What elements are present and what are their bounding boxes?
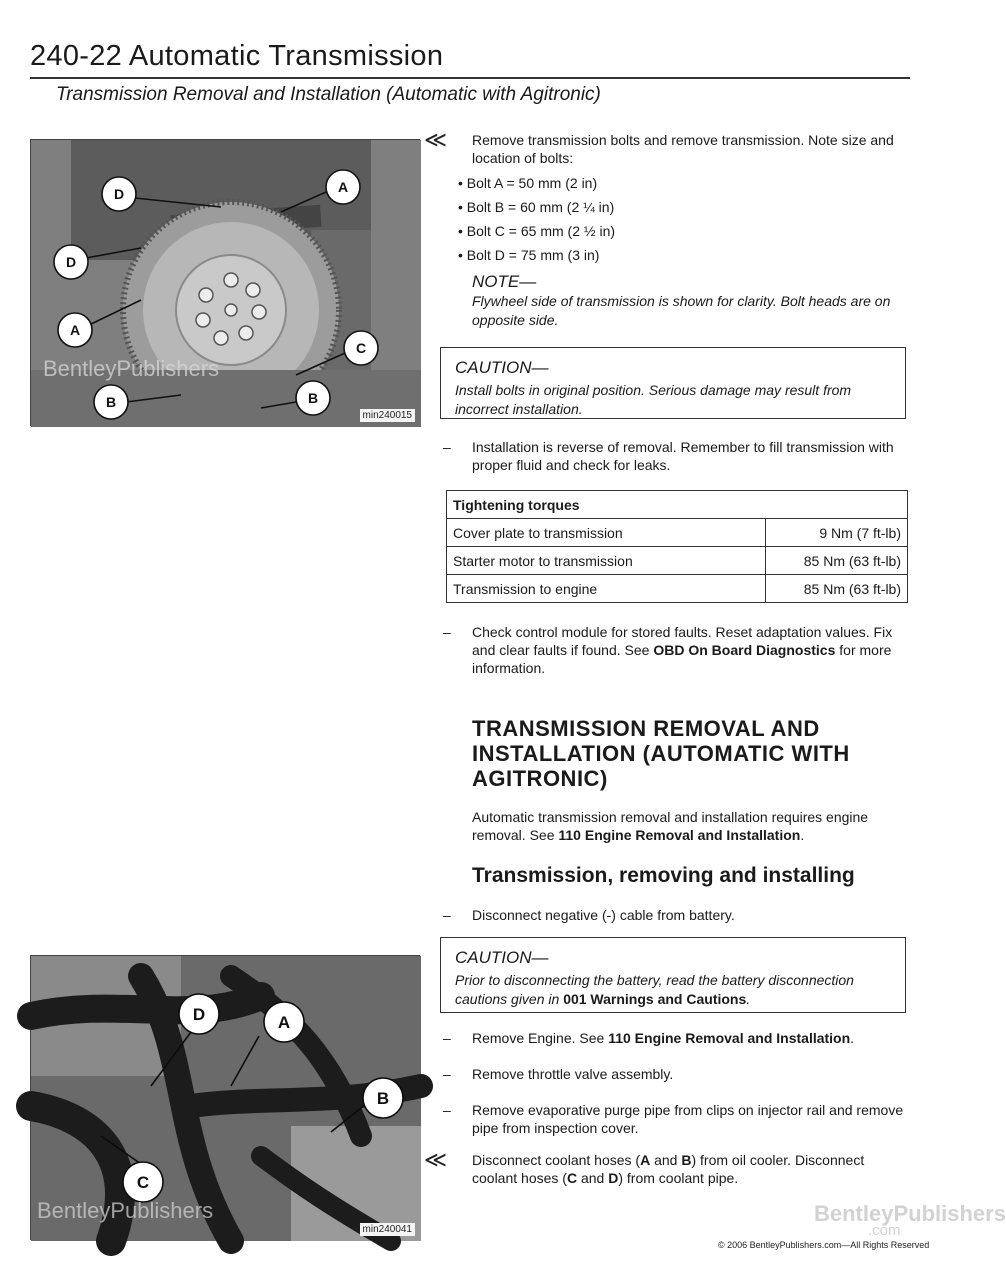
callout-a-upper: A xyxy=(337,179,349,195)
list-item: • Bolt A = 50 mm (2 in) xyxy=(458,175,598,191)
figure-code: min240015 xyxy=(360,409,415,422)
callout-c: C xyxy=(136,1173,150,1192)
figure-flywheel xyxy=(30,139,420,426)
callout-b-right: B xyxy=(307,390,319,406)
figure-code: min240041 xyxy=(360,1223,415,1236)
list-item: • Bolt B = 60 mm (2 ¼ in) xyxy=(458,199,615,215)
step-remove-bolts: Remove transmission bolts and remove transmission. Note size and location of bolts: xyxy=(472,132,894,166)
table-header-row xyxy=(447,491,908,519)
figure-coolant-hoses xyxy=(30,955,420,1240)
table-title: Tightening torques xyxy=(447,491,908,519)
callout-b-left: B xyxy=(105,394,117,410)
page-subtitle: Transmission Removal and Installation (Automatic with Agitronic) xyxy=(56,84,601,105)
caution-box xyxy=(440,937,906,1013)
caution-heading: CAUTION— xyxy=(455,948,549,967)
step-remove-purge-pipe: Remove evaporative purge pipe from clips on injector rail and remove pipe from inspection cover. xyxy=(472,1102,904,1136)
watermark-figure2: BentleyPublishers xyxy=(37,1198,214,1223)
note-body: Flywheel side of transmission is shown for clarity. Bolt heads are on opposite side. xyxy=(472,293,891,328)
callout-c: C xyxy=(355,340,367,356)
dash-marker: – xyxy=(443,624,451,640)
dash-marker: – xyxy=(443,1102,451,1118)
torque-table xyxy=(446,490,908,603)
step-remove-engine: Remove Engine. See 110 Engine Removal and Installation. xyxy=(472,1030,855,1046)
coolant-hoses-illustration xyxy=(31,956,421,1241)
cross-reference: 110 Engine Removal and Installation xyxy=(558,827,801,843)
list-item: • Bolt D = 75 mm (3 in) xyxy=(458,247,600,263)
caution-box xyxy=(440,347,906,419)
step-remove-throttle: Remove throttle valve assembly. xyxy=(472,1066,674,1082)
note-heading: NOTE— xyxy=(472,272,537,291)
header-rule xyxy=(30,77,910,79)
copyright: © 2006 BentleyPublishers.com—All Rights Reserved xyxy=(718,1240,930,1250)
table-row: Starter motor to transmission 85 Nm (63 ft-lb) xyxy=(447,547,908,575)
publisher-watermark: BentleyPublishers xyxy=(814,1201,1006,1226)
bolt-list xyxy=(458,174,615,270)
callout-d-upper: D xyxy=(113,186,125,202)
callout-b: B xyxy=(376,1089,390,1108)
callout-d: D xyxy=(192,1005,206,1024)
dash-marker: – xyxy=(443,907,451,923)
dash-marker: – xyxy=(443,1030,451,1046)
section-intro: Automatic transmission removal and installation requires engine removal. See 110 Engine Removal and Installation. xyxy=(472,809,869,843)
subsection-heading: Transmission, removing and installing xyxy=(472,864,855,887)
caution-body: Install bolts in original position. Serious damage may result from incorrect installation. xyxy=(455,382,852,417)
page-title: 240-22 Automatic Transmission xyxy=(30,40,444,72)
step-installation: Installation is reverse of removal. Remember to fill transmission with proper fluid and check for leaks. xyxy=(472,439,894,473)
dash-marker: – xyxy=(443,1066,451,1082)
flywheel-illustration xyxy=(31,140,421,427)
callout-a: A xyxy=(277,1013,291,1032)
table-row: Transmission to engine 85 Nm (63 ft-lb) xyxy=(447,575,908,603)
list-item: • Bolt C = 65 mm (2 ½ in) xyxy=(458,223,616,239)
publisher-watermark-suffix: .com xyxy=(868,1222,901,1239)
callout-d-left: D xyxy=(65,254,77,270)
step-disconnect-battery: Disconnect negative (-) cable from battery. xyxy=(472,907,735,923)
pointer-arrow-icon: ≪ xyxy=(424,1147,448,1172)
step-check-control-module: Check control module for stored faults. Reset adaptation values. Fix and clear faults if found. See OBD On Board Diagnostics for more information. xyxy=(472,624,893,676)
watermark-figure1: BentleyPublishers xyxy=(43,356,220,381)
cross-reference: 110 Engine Removal and Installation xyxy=(608,1030,851,1046)
pointer-arrow-icon: ≪ xyxy=(424,127,448,152)
cross-reference: 001 Warnings and Cautions xyxy=(563,991,747,1007)
step-disconnect-coolant: Disconnect coolant hoses (A and B) from oil cooler. Disconnect coolant hoses (C and D) from coolant pipe. xyxy=(472,1152,865,1186)
caution-body: Prior to disconnecting the battery, read the battery disconnection cautions given in 001 Warnings and Cautions. xyxy=(455,972,854,1007)
table-row: Cover plate to transmission 9 Nm (7 ft-lb) xyxy=(447,519,908,547)
cross-reference: OBD On Board Diagnostics xyxy=(653,642,836,658)
callout-a-left: A xyxy=(69,322,81,338)
section-heading: TRANSMISSION REMOVAL AND INSTALLATION (AUTOMATIC WITH AGITRONIC) xyxy=(472,716,850,791)
dash-marker: – xyxy=(443,439,451,455)
caution-heading: CAUTION— xyxy=(455,358,549,377)
